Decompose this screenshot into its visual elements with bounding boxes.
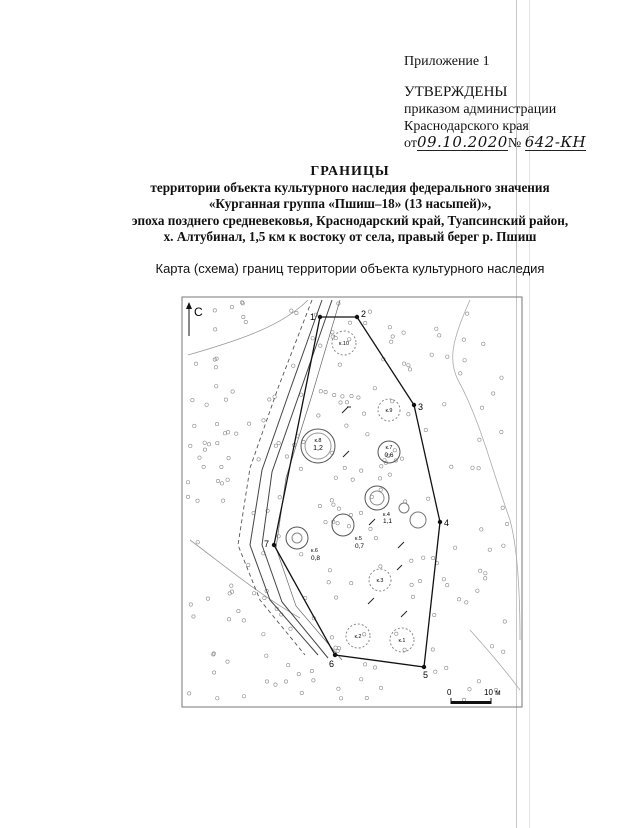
- vegetation-mark: [242, 695, 245, 698]
- svg-text:1,1: 1,1: [383, 518, 393, 525]
- order-number: 642-КН: [524, 133, 587, 151]
- vegetation-mark: [290, 309, 293, 312]
- vegetation-mark: [277, 441, 280, 444]
- vegetation-mark: [213, 309, 216, 312]
- road-dashed-line: [238, 300, 312, 655]
- title-line-4: эпоха позднего средневековья, Краснодарский край, Туапсинский район,: [131, 212, 569, 228]
- vegetation-mark: [252, 592, 255, 595]
- vegetation-mark: [343, 466, 346, 469]
- vegetation-mark: [274, 683, 277, 686]
- mound-2: [346, 624, 370, 648]
- vegetation-mark: [347, 525, 350, 528]
- vegetation-mark: [410, 559, 413, 562]
- vegetation-mark: [292, 364, 295, 367]
- vegetation-mark: [188, 692, 191, 695]
- vegetation-mark: [351, 478, 354, 481]
- svg-text:0,7: 0,7: [355, 543, 365, 550]
- vegetation-mark: [465, 601, 468, 604]
- vegetation-mark: [348, 321, 351, 324]
- vegetation-mark: [478, 438, 481, 441]
- terrain-contour: [188, 300, 308, 355]
- road-line: [262, 300, 332, 658]
- vegetation-mark: [484, 577, 487, 580]
- vegetation-mark: [422, 556, 425, 559]
- vegetation-mark: [410, 583, 413, 586]
- vegetation-mark: [215, 422, 218, 425]
- vegetation-mark: [297, 672, 300, 675]
- vegetation-mark: [457, 598, 460, 601]
- vegetation-mark: [369, 527, 372, 530]
- svg-text:к.8: к.8: [314, 438, 322, 444]
- vegetation-mark: [477, 680, 480, 683]
- vegetation-mark: [278, 496, 281, 499]
- vegetation-mark: [212, 671, 215, 674]
- vegetation-mark: [445, 666, 448, 669]
- mound-3: [369, 569, 391, 591]
- vegetation-mark: [332, 503, 335, 506]
- vegetation-mark: [480, 528, 483, 531]
- vegetation-mark: [430, 353, 433, 356]
- vegetation-mark: [368, 310, 371, 313]
- vegetation-mark: [476, 589, 479, 592]
- vegetation-mark: [500, 430, 503, 433]
- vegetation-mark: [334, 476, 337, 479]
- svg-text:1,2: 1,2: [313, 445, 323, 452]
- order-line-2: Краснодарского края: [404, 119, 529, 134]
- vegetation-mark: [216, 697, 219, 700]
- vegetation-mark: [205, 403, 208, 406]
- vegetation-mark: [242, 619, 245, 622]
- vegetation-mark: [244, 320, 247, 323]
- vegetation-mark: [505, 522, 508, 525]
- vegetation-mark: [357, 396, 360, 399]
- vegetation-mark: [274, 444, 277, 447]
- vegetation-mark: [360, 678, 363, 681]
- vegetation-mark: [262, 633, 265, 636]
- vegetation-mark: [446, 583, 449, 586]
- vegetation-mark: [273, 395, 276, 398]
- vegetation-mark: [431, 648, 434, 651]
- vegetation-mark: [366, 433, 369, 436]
- vegetation-mark: [477, 467, 480, 470]
- vegetation-mark: [402, 331, 405, 334]
- svg-text:5: 5: [423, 670, 429, 680]
- vegetation-mark: [336, 522, 339, 525]
- vegetation-mark: [400, 457, 403, 460]
- scale-bar: [451, 698, 491, 704]
- vegetation-mark: [194, 362, 197, 365]
- vegetation-mark: [324, 520, 327, 523]
- terrain-contour: [190, 540, 300, 618]
- vegetation-mark: [407, 364, 410, 367]
- vegetation-mark: [330, 636, 333, 639]
- vegetation-mark: [373, 387, 376, 390]
- vegetation-mark: [237, 609, 240, 612]
- svg-text:6: 6: [329, 659, 335, 669]
- vegetation-mark: [230, 590, 233, 593]
- svg-text:к.10: к.10: [338, 341, 350, 347]
- vegetation-mark: [350, 394, 353, 397]
- svg-text:1: 1: [310, 312, 316, 322]
- boundary-point-2: [355, 309, 366, 319]
- vegetation-mark: [364, 321, 367, 324]
- vegetation-mark: [379, 565, 382, 568]
- vegetation-mark: [300, 691, 303, 694]
- vegetation-mark: [446, 355, 449, 358]
- svg-text:3: 3: [418, 402, 424, 412]
- vegetation-mark: [480, 406, 483, 409]
- vegetation-mark: [224, 398, 227, 401]
- svg-text:к.3: к.3: [376, 578, 384, 584]
- vegetation-mark: [365, 696, 368, 699]
- vegetation-mark: [203, 441, 206, 444]
- vegetation-mark: [285, 455, 288, 458]
- vegetation-mark: [431, 556, 434, 559]
- vegetation-mark: [241, 302, 244, 305]
- vegetation-mark: [206, 597, 209, 600]
- vegetation-mark: [380, 465, 383, 468]
- vegetation-mark: [468, 688, 471, 691]
- svg-text:к.2: к.2: [354, 634, 362, 640]
- mound-10: [332, 331, 356, 355]
- vegetation-mark: [289, 627, 292, 630]
- vegetation-mark: [216, 479, 219, 482]
- vegetation-mark: [434, 670, 437, 673]
- north-label: С: [194, 305, 203, 319]
- vegetation-mark: [339, 401, 342, 404]
- mound-4: [365, 486, 426, 528]
- vegetation-mark: [479, 569, 482, 572]
- vegetation-mark: [221, 499, 224, 502]
- vegetation-mark: [186, 481, 189, 484]
- vegetation-mark: [403, 648, 406, 651]
- terrain-contour: [453, 300, 520, 640]
- vegetation-mark: [390, 340, 393, 343]
- vegetation-mark: [402, 362, 405, 365]
- vegetation-mark: [226, 660, 229, 663]
- vegetation-mark: [231, 390, 234, 393]
- vegetation-mark: [247, 422, 250, 425]
- order-line-1: приказом администрации: [404, 102, 557, 117]
- vegetation-mark: [339, 697, 342, 700]
- mound-9: [378, 399, 400, 421]
- title-line-3: «Курганная группа «Пшиш–18» (13 насыпей)»,: [208, 196, 492, 212]
- vegetation-mark: [500, 376, 503, 379]
- vegetation-mark: [299, 467, 302, 470]
- vegetation-mark: [284, 680, 287, 683]
- vegetation-mark: [490, 645, 493, 648]
- vegetation-mark: [360, 469, 363, 472]
- vegetation-mark: [459, 372, 462, 375]
- survey-markers: [342, 407, 407, 617]
- vegetation-mark: [378, 477, 381, 480]
- vegetation-mark: [215, 385, 218, 388]
- vegetation-mark: [407, 413, 410, 416]
- vegetation-mark: [312, 679, 315, 682]
- vegetation-mark: [227, 456, 230, 459]
- vegetation-mark: [337, 507, 340, 510]
- vegetation-mark: [327, 581, 330, 584]
- north-arrow-icon: [186, 302, 192, 336]
- vegetation-mark: [411, 595, 414, 598]
- appendix-label: Приложение 1: [404, 54, 490, 69]
- vegetation-mark: [345, 401, 348, 404]
- vegetation-mark: [388, 326, 391, 329]
- vegetation-mark: [247, 563, 250, 566]
- vegetation-mark: [203, 448, 206, 451]
- vegetation-mark: [388, 473, 391, 476]
- map-frame: [182, 297, 522, 707]
- vegetation-mark: [189, 444, 192, 447]
- vegetation-mark: [257, 458, 260, 461]
- svg-text:к.9: к.9: [385, 408, 393, 414]
- vegetation-mark: [196, 499, 199, 502]
- vegetation-mark: [484, 572, 487, 575]
- vegetation-mark: [362, 412, 365, 415]
- vegetation-mark: [359, 511, 362, 514]
- vegetation-mark: [334, 646, 337, 649]
- vegetation-mark: [482, 342, 485, 345]
- vegetation-mark: [192, 615, 195, 618]
- vegetation-mark: [300, 553, 303, 556]
- vegetation-mark: [230, 584, 233, 587]
- vegetation-mark: [502, 650, 505, 653]
- vegetation-mark: [463, 359, 466, 362]
- vegetation-mark: [443, 403, 446, 406]
- svg-text:к.7: к.7: [385, 445, 393, 451]
- territory-boundary: [274, 317, 440, 667]
- map-caption: Карта (схема) границ территории объекта культурного наследия: [155, 261, 545, 276]
- boundary-point-6: [329, 653, 337, 669]
- vegetation-mark: [502, 544, 505, 547]
- vegetation-mark: [462, 338, 465, 341]
- vegetation-mark: [214, 328, 217, 331]
- vegetation-mark: [363, 663, 366, 666]
- vegetation-mark: [330, 499, 333, 502]
- svg-text:4: 4: [444, 518, 450, 528]
- vegetation-mark: [319, 344, 322, 347]
- vegetation-mark: [227, 618, 230, 621]
- vegetation-mark: [379, 488, 382, 491]
- scale-end-label: 10 м: [484, 688, 501, 697]
- svg-text:к.1: к.1: [398, 638, 406, 644]
- svg-text:7: 7: [264, 539, 270, 549]
- vegetation-mark: [466, 312, 469, 315]
- vegetation-mark: [189, 603, 192, 606]
- svg-text:к.6: к.6: [311, 548, 318, 554]
- vegetation-mark: [196, 541, 199, 544]
- vegetation-mark: [345, 424, 348, 427]
- vegetation-mark: [220, 465, 223, 468]
- vegetation-mark: [391, 335, 394, 338]
- vegetation-mark: [433, 613, 436, 616]
- vegetation-mark: [338, 363, 341, 366]
- vegetation-marks: [186, 301, 509, 702]
- svg-text:к.5: к.5: [355, 536, 362, 542]
- vegetation-mark: [427, 497, 430, 500]
- vegetation-mark: [240, 301, 243, 304]
- vegetation-mark: [450, 465, 453, 468]
- vegetation-mark: [300, 393, 303, 396]
- vegetation-mark: [191, 398, 194, 401]
- vegetation-mark: [438, 334, 441, 337]
- vegetation-mark: [265, 680, 268, 683]
- vegetation-mark: [328, 569, 331, 572]
- vegetation-mark: [265, 654, 268, 657]
- vegetation-mark: [214, 366, 217, 369]
- vegetation-mark: [193, 424, 196, 427]
- vegetation-mark: [220, 482, 223, 485]
- vegetation-mark: [235, 432, 238, 435]
- vegetation-mark: [186, 495, 189, 498]
- vegetation-mark: [268, 398, 271, 401]
- vegetation-mark: [501, 506, 504, 509]
- vegetation-mark: [223, 432, 226, 435]
- title-line-1: ГРАНИЦЫ: [310, 164, 390, 179]
- mound-8: [301, 429, 335, 463]
- order-from-label: от: [404, 136, 417, 151]
- svg-text:к.4: к.4: [383, 512, 390, 518]
- title-line-2: территории объекта культурного наследия федерального значения: [150, 180, 550, 196]
- vegetation-mark: [503, 620, 506, 623]
- order-number-sign: №: [507, 136, 522, 151]
- vegetation-mark: [341, 395, 344, 398]
- vegetation-mark: [442, 578, 445, 581]
- vegetation-mark: [295, 311, 298, 314]
- vegetation-mark: [492, 392, 495, 395]
- vegetation-mark: [216, 441, 219, 444]
- boundary-point-3: [412, 402, 423, 412]
- svg-text:2: 2: [361, 309, 367, 319]
- vegetation-mark: [207, 443, 210, 446]
- svg-text:0,8: 0,8: [311, 555, 321, 562]
- vegetation-mark: [379, 686, 382, 689]
- vegetation-mark: [337, 687, 340, 690]
- vegetation-mark: [202, 465, 205, 468]
- vegetation-mark: [311, 337, 314, 340]
- mound-1: [390, 628, 414, 652]
- vegetation-mark: [424, 428, 427, 431]
- vegetation-mark: [373, 666, 376, 669]
- title-line-5: х. Алтубинал, 1,5 км к востоку от села, правый берег р. Пшиш: [163, 228, 537, 244]
- svg-text:0,6: 0,6: [384, 452, 394, 459]
- vegetation-mark: [310, 669, 313, 672]
- vegetation-mark: [471, 466, 474, 469]
- vegetation-mark: [317, 414, 320, 417]
- vegetation-mark: [374, 536, 377, 539]
- approved-heading: УТВЕРЖДЕНЫ: [404, 84, 508, 100]
- mound-7: [378, 441, 400, 463]
- vegetation-mark: [262, 419, 265, 422]
- vegetation-mark: [334, 596, 337, 599]
- vegetation-mark: [435, 327, 438, 330]
- vegetation-mark: [242, 315, 245, 318]
- mound-5: [332, 514, 364, 550]
- vegetation-mark: [350, 581, 353, 584]
- vegetation-mark: [488, 548, 491, 551]
- scale-start-label: 0: [447, 688, 452, 697]
- vegetation-mark: [319, 390, 322, 393]
- vegetation-mark: [395, 632, 398, 635]
- vegetation-mark: [228, 592, 231, 595]
- vegetation-mark: [363, 633, 366, 636]
- vegetation-mark: [393, 449, 396, 452]
- vegetation-mark: [198, 456, 201, 459]
- vegetation-mark: [226, 478, 229, 481]
- vegetation-mark: [333, 393, 336, 396]
- vegetation-mark: [287, 663, 290, 666]
- vegetation-mark: [263, 596, 266, 599]
- vegetation-mark: [324, 390, 327, 393]
- vegetation-mark: [230, 305, 233, 308]
- mound-6: [286, 527, 320, 562]
- vegetation-mark: [418, 579, 421, 582]
- vegetation-mark: [453, 546, 456, 549]
- vegetation-mark: [408, 368, 411, 371]
- boundary-point-5: [422, 665, 428, 680]
- vegetation-mark: [318, 504, 321, 507]
- order-date: 09.10.2020: [416, 133, 508, 151]
